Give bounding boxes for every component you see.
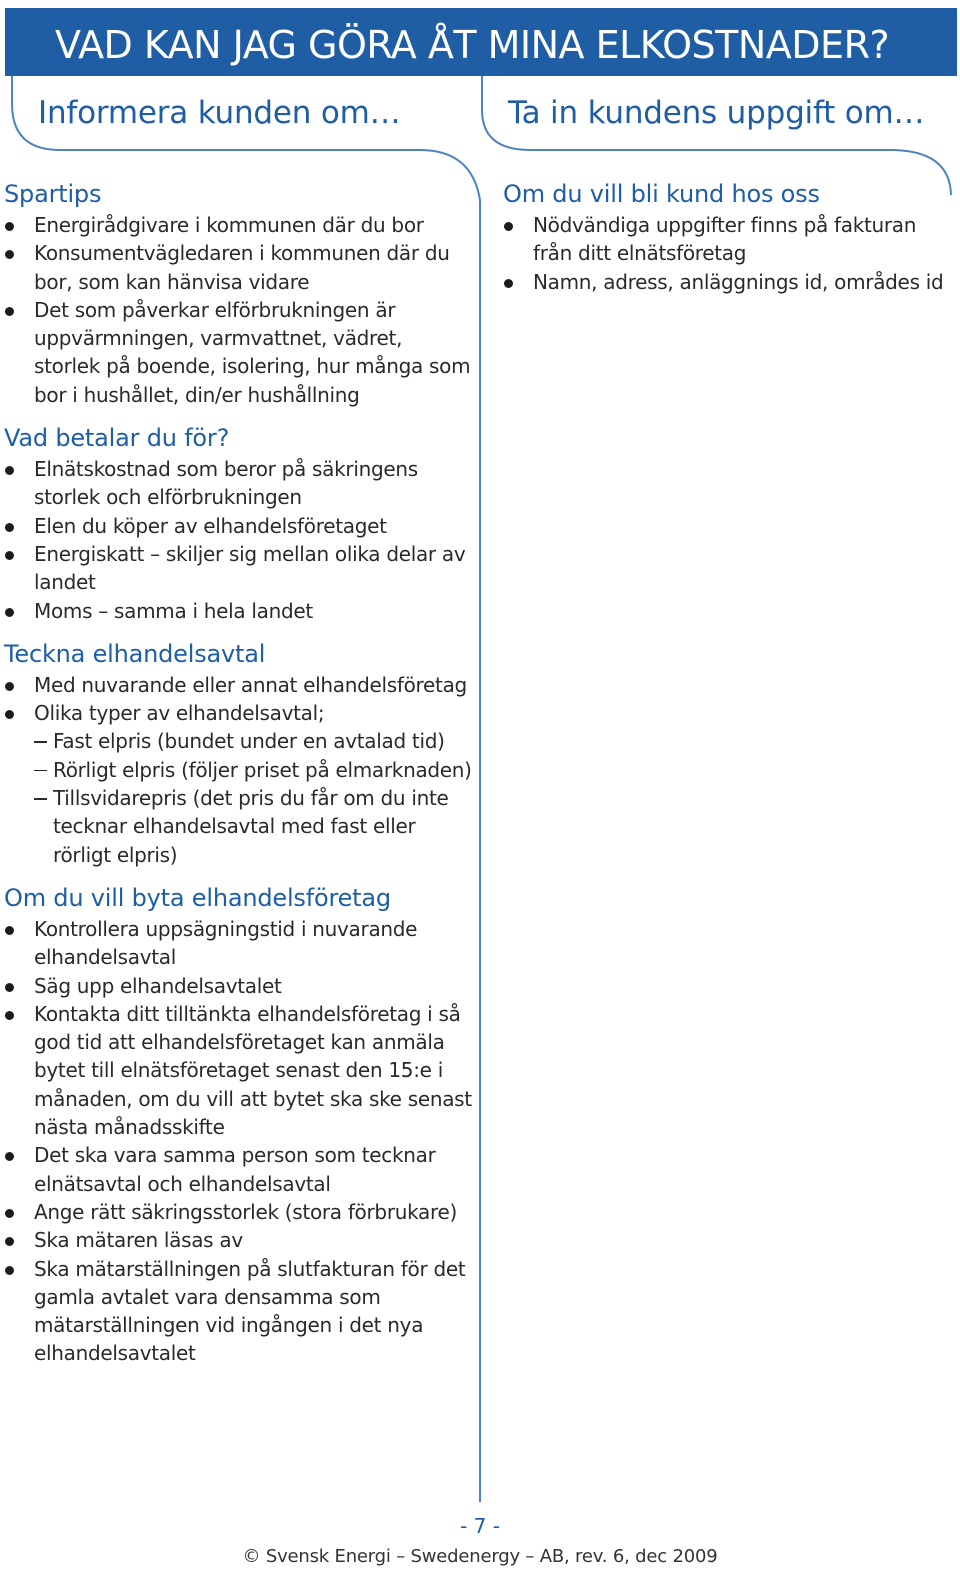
sub-list-item [34, 784, 474, 869]
right-column [503, 177, 955, 308]
list-item-text: Ska mätarställningen på slutfakturan för det gamla avtalet vara densamma som mätarställningen vid ingången i det nya elhandelsavtalet [34, 1256, 466, 1366]
sub-list-item-text: Fast elpris (bundet under en avtalad tid) [53, 729, 445, 754]
list-item-text: Olika typer av elhandelsavtal; [34, 701, 325, 726]
right-column-heading: Ta in kundens uppgift om… [508, 95, 925, 131]
list-item [4, 915, 474, 972]
bullet-icon [5, 608, 14, 617]
footer-copyright: © Svensk Energi – Swedenergy – AB, rev. 6, dec 2009 [242, 1546, 718, 1567]
avtal-types-list [34, 727, 474, 868]
page-number: - 7 - [460, 1514, 500, 1538]
list-item [4, 699, 474, 869]
list-item [4, 1198, 474, 1226]
left-column [4, 177, 474, 1380]
section-title-spartips: Spartips [4, 180, 102, 208]
bullet-icon [5, 1237, 14, 1246]
list-item-text: Nödvändiga uppgifter finns på fakturan från ditt elnätsföretag [533, 213, 917, 266]
bullet-icon [5, 551, 14, 560]
bullet-icon [5, 1209, 14, 1218]
list-item-text: Energirådgivare i kommunen där du bor [34, 213, 424, 237]
dash-icon [34, 798, 47, 800]
bullet-icon [5, 466, 14, 475]
bullet-icon [5, 307, 14, 316]
bullet-icon [5, 1266, 14, 1275]
list-item-text: Kontrollera uppsägningstid i nuvarande elhandelsavtal [34, 916, 418, 970]
bullet-icon [5, 710, 14, 719]
list-item-text: Det ska vara samma person som tecknar elnätsavtal och elhandelsavtal [34, 1143, 436, 1196]
bullet-icon [5, 983, 14, 992]
section-title-teckna: Teckna elhandelsavtal [4, 639, 266, 668]
bullet-icon [504, 222, 513, 231]
list-item [4, 1226, 474, 1254]
section-title-byta: Om du vill byta elhandelsföretag [4, 883, 391, 912]
list-item-text: Ange rätt säkringsstorlek (stora förbrukare) [34, 1199, 457, 1224]
list-item [4, 540, 474, 597]
sub-list-item [34, 756, 474, 784]
page-title: VAD KAN JAG GÖRA ÅT MINA ELKOSTNADER? [55, 23, 890, 67]
list-item [4, 671, 474, 699]
vad-betalar-list [4, 455, 474, 625]
bullet-icon [5, 1011, 14, 1020]
dash-icon [34, 770, 47, 772]
list-item [4, 597, 474, 625]
list-item-text: Moms – samma i hela landet [34, 598, 313, 623]
bullet-icon [5, 523, 14, 532]
list-item [4, 1255, 474, 1368]
list-item-text: Säg upp elhandelsavtalet [34, 973, 282, 998]
list-item [503, 211, 955, 268]
teckna-list [4, 671, 474, 869]
bullet-icon [5, 682, 14, 691]
sub-list-item-text: Tillsvidarepris (det pris du får om du inte tecknar elhandelsavtal med fast eller rörligt elpris) [53, 786, 449, 867]
list-item [4, 1141, 474, 1198]
left-column-heading: Informera kunden om… [38, 95, 401, 131]
list-item-text: Energiskatt – skiljer sig mellan olika delar av landet [34, 541, 466, 595]
list-item-text: Konsumentvägledaren i kommunen där du bor, som kan hänvisa vidare [34, 241, 450, 294]
list-item-text: Namn, adress, anläggnings id, områdes id [533, 269, 944, 294]
byta-list [4, 915, 474, 1368]
section-title-vad-betalar: Vad betalar du för? [4, 424, 230, 453]
sub-list-item-text: Rörligt elpris (följer priset på elmarknaden) [53, 757, 472, 782]
bullet-icon [5, 222, 14, 231]
list-item [4, 455, 474, 512]
bullet-icon [5, 1152, 14, 1161]
list-item-text: Kontakta ditt tilltänkta elhandelsföretag i så god tid att elhandelsföretaget kan anmäla bytet till elnätsföretaget senast den 15:e i månaden, om du vill att bytet ska ske senast nästa månadsskifte [34, 1001, 472, 1140]
bullet-icon [504, 279, 513, 288]
list-item-text: Det som påverkar elförbrukningen är uppvärmningen, varmvattnet, vädret, storlek på boende, isolering, hur många som bor i hushållet, din/er hushållning [34, 297, 471, 407]
list-item [4, 296, 474, 409]
list-item [4, 211, 474, 239]
list-item-text: Ska mätaren läsas av [34, 1228, 243, 1253]
list-item-text: Elen du köper av elhandelsföretaget [34, 513, 387, 538]
bli-kund-list [503, 211, 955, 296]
list-item [4, 1000, 474, 1141]
list-item-text: Elnätskostnad som beror på säkringens storlek och elförbrukningen [34, 457, 418, 510]
spartips-list [4, 211, 474, 409]
list-item [4, 239, 474, 296]
list-item [4, 512, 474, 540]
bullet-icon [5, 926, 14, 935]
bullet-icon [5, 250, 14, 259]
list-item [503, 268, 955, 296]
dash-icon [34, 741, 47, 743]
list-item-text: Med nuvarande eller annat elhandelsföretag [34, 672, 467, 697]
list-item [4, 972, 474, 1000]
sub-list-item [34, 727, 474, 755]
section-title-bli-kund: Om du vill bli kund hos oss [503, 180, 820, 208]
